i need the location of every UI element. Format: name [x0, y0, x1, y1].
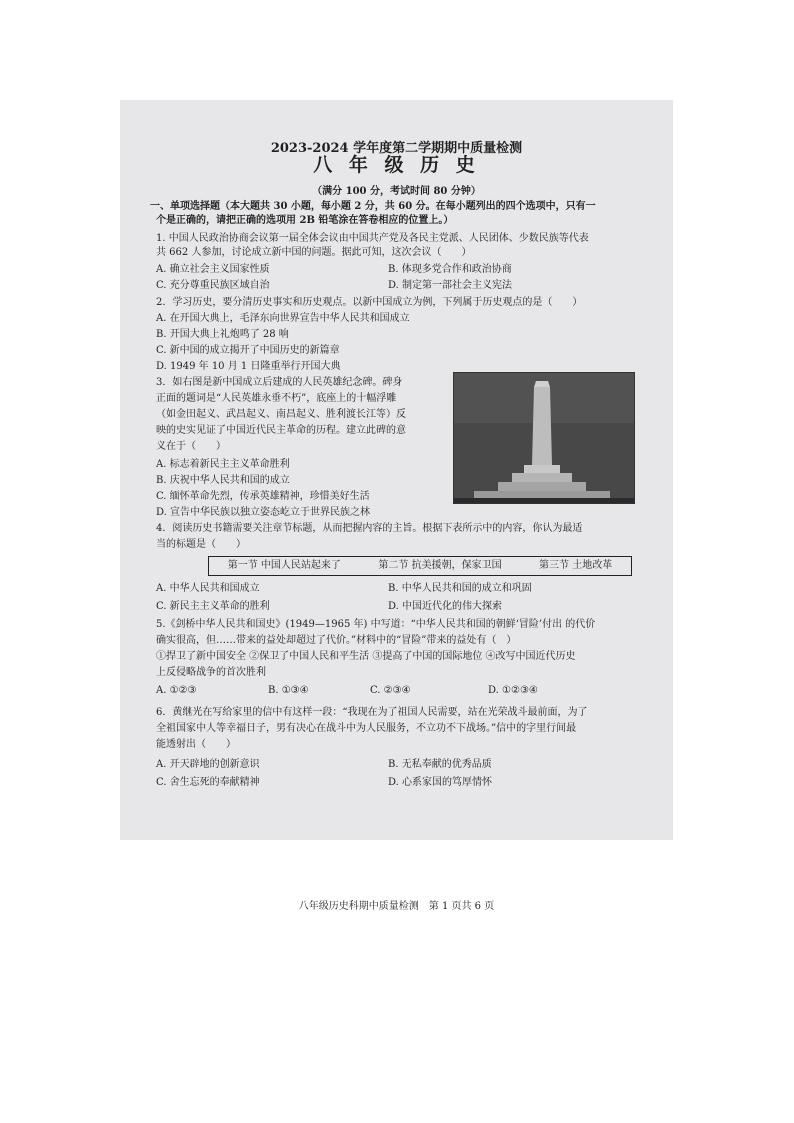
q3-stem-5: 义在于（ ）	[156, 441, 226, 452]
chapter-cell-3: 第三节 土地改革	[539, 560, 613, 571]
q4-option-b: B. 中华人民共和国的成立和巩固	[388, 583, 532, 594]
page-footer: 八年级历史科期中质量检测 第 1 页共 6 页	[298, 901, 495, 912]
q5-stem-4: 上反侵略战争的首次胜利	[156, 667, 266, 678]
q4-stem-2: 当的标题是（ ）	[156, 539, 246, 550]
q1-option-d: D. 制定第一部社会主义宪法	[388, 280, 513, 291]
q1-option-a: A. 确立社会主义国家性质	[156, 264, 270, 275]
q5-stem-2: 确实很高，但……带来的益处却超过了代价。”材料中的“冒险”带来的益处有（ ）	[156, 635, 517, 646]
q5-option-c: C. ②③④	[370, 685, 411, 696]
q6-option-a: A. 开天辟地的创新意识	[156, 759, 260, 770]
chapter-cell-2: 第二节 抗美援朝，保家卫国	[378, 560, 502, 571]
q1-option-b: B. 体现多党合作和政治协商	[388, 264, 512, 275]
q5-stem-1: 5.《剑桥中华人民共和国史》(1949—1965 年) 中写道：“中华人民共和国的朝鲜‘冒险’付出 的代价	[156, 619, 596, 630]
q2-stem: 2．学习历史，要分清历史事实和历史观点。以新中国成立为例，下列属于历史观点的是（ ）	[156, 297, 583, 308]
score-time-info: （满分 100 分，考试时间 80 分钟）	[312, 186, 481, 197]
q6-option-b: B. 无私奉献的优秀品质	[388, 759, 492, 770]
q4-option-c: C. 新民主主义革命的胜利	[156, 601, 270, 612]
chapter-table	[208, 556, 632, 576]
q3-stem-1: 3．如右图是新中国成立后建成的人民英雄纪念碑。碑身	[156, 377, 403, 388]
q3-stem-3: （如金田起义、武昌起义、南昌起义、胜利渡长江等）反	[156, 409, 406, 420]
q5-option-a: A. ①②③	[156, 685, 197, 696]
monument-illustration	[454, 373, 634, 503]
q3-stem-4: 映的史实见证了中国近代民主革命的历程。建立此碑的意	[156, 425, 406, 436]
q3-stem-2: 正面的题词是“人民英雄永垂不朽”，底座上的十幅浮雕	[156, 393, 397, 404]
q1-stem-1: 1. 中国人民政治协商会议第一届全体会议由中国共产党及各民主党派、人民团体、少数民族等代表	[156, 233, 589, 244]
q5-stem-3: ①捍卫了新中国安全 ②保卫了中国人民和平生活 ③提高了中国的国际地位 ④改写中国近代历史	[156, 651, 576, 662]
q1-stem-2: 共 662 人参加，讨论成立新中国的问题。据此可知，这次会议（ ）	[156, 247, 472, 258]
q4-stem-1: 4．阅读历史书籍需要关注章节标题，从而把握内容的主旨。根据下表所示中的内容，你认为最适	[156, 523, 583, 534]
monument-photo	[453, 372, 635, 504]
q6-stem-2: 全祖国家中人等幸福日子，男有决心在战斗中为人民服务，不立功不下战场。”信中的字里行间最	[156, 723, 577, 734]
exam-page	[120, 100, 673, 912]
q3-option-b: B. 庆祝中华人民共和国的成立	[156, 475, 290, 486]
chapter-cell-1: 第一节 中国人民站起来了	[227, 560, 341, 571]
q3-option-d: D. 宣告中华民族以独立姿态屹立于世界民族之林	[156, 507, 371, 518]
q2-option-c: C. 新中国的成立揭开了中国历史的新篇章	[156, 345, 340, 356]
q4-option-a: A. 中华人民共和国成立	[156, 583, 260, 594]
section1-instruction-2: 个是正确的，请把正确的选项用 2B 铅笔涂在答卷相应的位置上。）	[156, 215, 454, 226]
exam-year-title: 2023-2024 学年度第二学期期中质量检测	[270, 141, 523, 156]
q3-option-a: A. 标志着新民主主义革命胜利	[156, 459, 290, 470]
q3-option-c: C. 缅怀革命先烈，传承英雄精神，珍惜美好生活	[156, 491, 370, 502]
subject-title: 八 年 级 历 史	[313, 154, 480, 176]
q6-stem-1: 6．黄继光在写给家里的信中有这样一段：“我现在为了祖国人民需要，站在光荣战斗最前面，为了	[156, 707, 588, 718]
q5-option-d: D. ①②③④	[488, 685, 538, 696]
q4-option-d: D. 中国近代化的伟大探索	[388, 601, 503, 612]
q6-option-c: C. 舍生忘死的奉献精神	[156, 777, 260, 788]
section1-heading: 一、单项选择题	[150, 201, 220, 212]
q1-option-c: C. 充分尊重民族区域自治	[156, 280, 270, 291]
q6-option-d: D. 心系家国的笃厚情怀	[388, 777, 493, 788]
q2-option-a: A. 在开国大典上，毛泽东向世界宣告中华人民共和国成立	[156, 313, 410, 324]
q5-option-b: B. ①③④	[268, 685, 309, 696]
q2-option-d: D. 1949 年 10 月 1 日隆重举行开国大典	[156, 361, 341, 372]
section1-instruction-1: 一、单项选择题（本大题共 30 小题，每小题 2 分，共 60 分。在每小题列出的四个选项中，只有一	[150, 201, 596, 212]
q6-stem-3: 能透射出（ ）	[156, 739, 236, 750]
q2-option-b: B. 开国大典上礼炮鸣了 28 响	[156, 329, 289, 340]
